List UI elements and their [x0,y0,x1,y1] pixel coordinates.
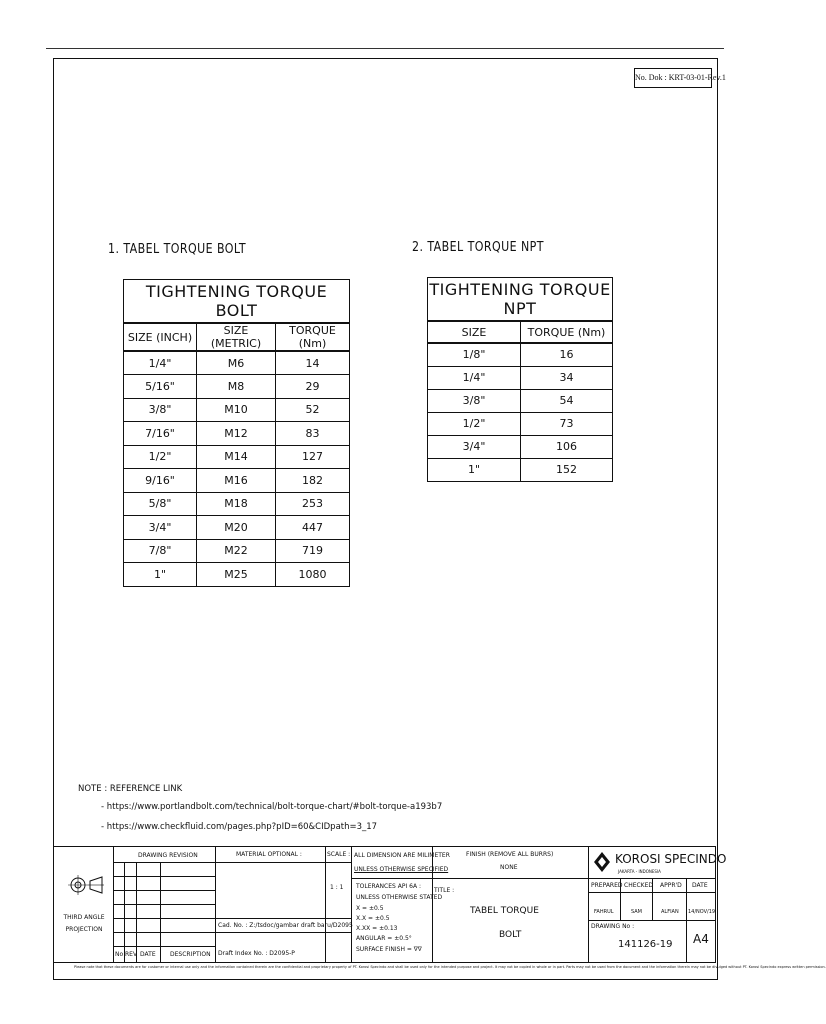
bolt-size-metric: M6 [197,351,276,375]
bolt-size-metric: M10 [197,398,276,422]
surface-finish: SURFACE FINISH = ∇∇ [356,946,422,953]
bolt-table-row [124,398,350,422]
npt-size: 1/8" [428,343,521,366]
npt-size: 1/2" [428,412,521,435]
bolt-size-metric: M18 [197,492,276,516]
prepared-by: FAHRUL [594,909,614,915]
npt-torque-value: 54 [521,389,613,412]
rev-col-date: DATE [140,951,156,958]
bolt-size-inch: 7/16" [124,422,197,446]
document-number: No. Dok : KRT-03-01-Rev.1 [634,68,712,88]
bolt-size-metric: M22 [197,539,276,563]
bolt-table-row [124,351,350,375]
npt-torque-value: 73 [521,412,613,435]
reference-link-2[interactable]: - https://www.checkfluid.com/pages.php?pID=60&CIDpath=3_17 [101,822,378,832]
bolt-torque-value: 14 [276,351,350,375]
npt-torque-value: 106 [521,435,613,458]
bolt-size-inch: 5/8" [124,492,197,516]
bolt-table-row [124,375,350,399]
bolt-table-row [124,445,350,469]
bolt-size-metric: M14 [197,445,276,469]
bolt-table-row [124,422,350,446]
drawing-title-line-1: TABEL TORQUE [470,906,539,916]
tolerance-xxx: X.XX = ±0.13 [356,925,398,932]
bolt-torque-value: 253 [276,492,350,516]
approved-label: APPR'D [660,882,682,889]
bolt-torque-value: 52 [276,398,350,422]
bolt-size-metric: M25 [197,563,276,587]
bolt-size-inch: 5/16" [124,375,197,399]
paper-size: A4 [693,932,709,946]
confidentiality-footer: Please note that these documents are for customer or internal use only and the information contained therein are the confidential and proprietary property of PT. Korosi Specindo and shall be used only for the intended purpose and project. It may not be copied in whole or in part. Parts may not be used from the document and the information therein may not be divulged without PT. Korosi Specindo express written permission. [74,965,826,969]
section-heading-npt: 2. TABEL TORQUE NPT [412,240,544,255]
bolt-size-inch: 3/4" [124,516,197,540]
bolt-size-inch: 7/8" [124,539,197,563]
tolerance-angular: ANGULAR = ±0.5° [356,935,412,942]
bolt-size-metric: M8 [197,375,276,399]
bolt-table-row [124,563,350,587]
npt-torque-table [427,277,613,482]
bolt-torque-value: 719 [276,539,350,563]
drawing-revision-label: DRAWING REVISION [138,852,198,859]
scale-label: SCALE : [327,851,351,858]
reference-link-1[interactable]: - https://www.portlandbolt.com/technical/bolt-torque-chart/#bolt-torque-a193b7 [101,802,443,812]
npt-table-title: TIGHTENING TORQUE NPT [428,278,613,322]
bolt-size-inch: 3/8" [124,398,197,422]
bolt-size-inch: 1" [124,563,197,587]
npt-torque-value: 16 [521,343,613,366]
bolt-header-torque: TORQUE (Nm) [276,323,350,351]
npt-size: 1" [428,458,521,481]
npt-size: 1/4" [428,366,521,389]
bolt-table-body [124,351,350,586]
company-name: KOROSI SPECINDO [615,852,727,866]
draft-index: Draft Index No. : D2095-P [218,950,295,957]
npt-size: 3/4" [428,435,521,458]
dimension-note-2: UNLESS OTHERWISE SPECIFIED [354,866,449,873]
bolt-torque-value: 447 [276,516,350,540]
sign-date: 14/NOV/19 [688,909,716,915]
rev-col-rev: REV [125,951,138,958]
bolt-torque-table [123,279,350,587]
third-angle-projection-icon [68,872,104,898]
bolt-torque-value: 83 [276,422,350,446]
npt-header-size: SIZE [428,321,521,343]
approved-by: ALFIAN [661,909,679,915]
npt-table-row [428,343,613,366]
cad-number: Cad. No. : Z:/tsdoc/gambar draft baru/D2095 [218,922,353,929]
bolt-table-title: TIGHTENING TORQUE BOLT [124,280,350,324]
rev-col-description: DESCRIPTION [170,951,211,958]
npt-header-torque: TORQUE (Nm) [521,321,613,343]
tolerance-title: TOLERANCES API 6A : [356,883,421,890]
bolt-torque-value: 182 [276,469,350,493]
bolt-table-row [124,539,350,563]
section-heading-bolt: 1. TABEL TORQUE BOLT [108,242,247,257]
tolerance-x: X = ±0.5 [356,905,384,912]
bolt-header-inch: SIZE (INCH) [124,323,197,351]
npt-table-row [428,389,613,412]
npt-table-row [428,458,613,481]
bolt-size-metric: M16 [197,469,276,493]
bolt-table-row [124,469,350,493]
sheet-top-line [46,48,724,49]
date-label: DATE [692,882,708,889]
rev-col-no: No [115,951,124,958]
npt-table-row [428,366,613,389]
bolt-size-inch: 1/4" [124,351,197,375]
drawing-number: 141126-19 [618,939,673,950]
tolerance-note: UNLESS OTHERWISE STATED [356,894,443,901]
drawing-number-label: DRAWING No : [591,923,635,930]
bolt-torque-value: 1080 [276,563,350,587]
bolt-table-row [124,516,350,540]
finish-label: FINISH (REMOVE ALL BURRS) [466,851,554,858]
company-logo-icon [593,851,611,873]
finish-value: NONE [500,864,518,871]
checked-by: SAM [631,909,643,915]
npt-table-row [428,412,613,435]
scale-value: 1 : 1 [330,884,344,891]
title-label: TITLE : [434,887,455,894]
company-location: JAKARTA - INDONESIA [618,869,661,874]
checked-label: CHECKED [624,882,654,889]
npt-table-row [428,435,613,458]
bolt-header-metric: SIZE (METRIC) [197,323,276,351]
bolt-table-row [124,492,350,516]
dimension-note-1: ALL DIMENSION ARE MILIMETER [354,852,450,859]
tolerance-xx: X.X = ±0.5 [356,915,390,922]
material-label: MATERIAL OPTIONAL : [236,851,302,858]
bolt-size-inch: 1/2" [124,445,197,469]
npt-torque-value: 152 [521,458,613,481]
npt-torque-value: 34 [521,366,613,389]
bolt-torque-value: 127 [276,445,350,469]
prepared-label: PREPARED [591,882,623,889]
npt-table-body [428,343,613,481]
note-title: NOTE : REFERENCE LINK [78,784,183,794]
bolt-torque-value: 29 [276,375,350,399]
bolt-size-inch: 9/16" [124,469,197,493]
bolt-size-metric: M20 [197,516,276,540]
drawing-title-line-2: BOLT [499,930,522,940]
npt-size: 3/8" [428,389,521,412]
bolt-size-metric: M12 [197,422,276,446]
projection-label: THIRD ANGLE PROJECTION [63,914,105,933]
